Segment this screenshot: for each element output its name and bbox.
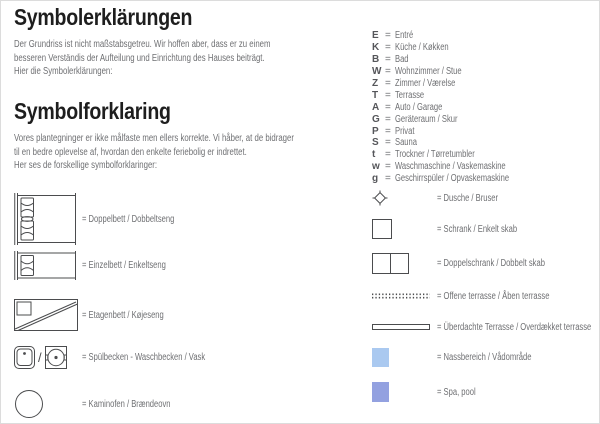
- abbreviation-row: [372, 54, 545, 66]
- legend-label: = Einzelbett / Enkeltseng: [82, 260, 166, 271]
- abbr-label: Küche / Køkken: [395, 42, 449, 54]
- intro-german-line-2: besseren Verständis der Aufteilung und Einrichtung des Hauses beiträgt.: [14, 52, 265, 64]
- abbr-key: K: [372, 42, 380, 54]
- intro-danish-line-1: Vores plantegninger er ikke målfaste men ellers korrekte. Vi håber, at de bidrager: [14, 133, 294, 144]
- legend-label: = Nassbereich / Vådområde: [437, 352, 532, 363]
- spa-pool-icon: [372, 382, 437, 402]
- abbr-key: A: [372, 101, 380, 113]
- abbreviation-row: [372, 137, 545, 149]
- equals-sign: =: [385, 30, 391, 42]
- abbr-label: Geräteraum / Skur: [395, 113, 458, 125]
- legend-label: = Dusche / Bruser: [437, 192, 499, 204]
- abbreviation-list: [372, 30, 545, 185]
- equals-sign: =: [385, 42, 391, 54]
- intro-german-line-1: Der Grundriss ist nicht maßstabsgetreu. Wir hoffen aber, dass er zu einem: [14, 39, 271, 50]
- abbreviation-row: [372, 125, 545, 137]
- legend-row-spa-pool: [372, 382, 488, 402]
- abbr-label: Auto / Garage: [395, 101, 443, 113]
- abbr-label: Zimmer / Værelse: [395, 78, 456, 89]
- abbreviation-row: [372, 89, 545, 101]
- legend-label: = Schrank / Enkelt skab: [437, 223, 518, 235]
- abbreviation-row: [372, 101, 545, 113]
- wood-stove-icon: [14, 389, 82, 419]
- legend-label: = Spülbecken - Waschbecken / Vask: [82, 352, 206, 363]
- double-cabinet-icon: [372, 253, 437, 274]
- shower-icon: [372, 190, 437, 206]
- equals-sign: =: [385, 101, 391, 113]
- legend-row-covered-terrace: [372, 321, 600, 333]
- abbreviation-row: [372, 161, 545, 173]
- covered-terrace-icon: [372, 324, 437, 330]
- abbr-key: T: [372, 89, 379, 101]
- abbr-key: g: [372, 173, 379, 185]
- intro-german: [14, 38, 270, 79]
- abbr-key: G: [372, 113, 380, 125]
- sink-icon: [14, 346, 35, 369]
- open-terrace-icon: [372, 293, 437, 299]
- page-title-german: Symbolerklärungen: [14, 4, 193, 30]
- abbreviation-row: [372, 30, 545, 42]
- legend-label: = Überdachte Terrasse / Overdækket terrasse: [437, 321, 592, 333]
- equals-sign: =: [385, 78, 391, 89]
- abbreviation-row: [372, 113, 545, 125]
- abbr-key: E: [372, 30, 379, 42]
- equals-sign: =: [385, 137, 391, 149]
- legend-row-open-terrace: [372, 290, 585, 302]
- abbr-label: Waschmaschine / Vaskemaskine: [395, 161, 506, 173]
- abbreviation-row: [372, 42, 545, 54]
- legend-row-double-bed: [14, 195, 203, 243]
- abbr-key: Z: [372, 78, 379, 89]
- washbasin-icon: [45, 346, 67, 369]
- abbreviation-row: [372, 78, 545, 90]
- legend-row-bunk-bed: [14, 299, 190, 331]
- sink-icons: [14, 346, 82, 369]
- abbr-key: w: [372, 161, 380, 173]
- equals-sign: =: [385, 125, 391, 137]
- equals-sign: =: [385, 149, 391, 161]
- abbr-label: Privat: [395, 125, 415, 137]
- intro-danish-line-3: Her ses de forskellige symbolforklaringer:: [14, 160, 158, 172]
- legend-label: = Doppelbett / Dobbeltseng: [82, 213, 175, 225]
- abbr-key: t: [372, 149, 376, 161]
- equals-sign: =: [385, 113, 391, 125]
- legend-label: = Doppelschrank / Dobbelt skab: [437, 258, 545, 269]
- legend-row-stove: [14, 390, 198, 418]
- equals-sign: =: [385, 89, 391, 101]
- legend-row-single-bed: [14, 252, 192, 279]
- intro-german-line-3: Hier die Symbolerklärungen:: [14, 66, 113, 78]
- abbr-label: Geschirrspüler / Opvaskemaskine: [395, 173, 510, 185]
- abbr-label: Terrasse: [395, 89, 425, 101]
- legend-row-wet-area: [372, 348, 561, 367]
- abbr-label: Trockner / Tørretumbler: [395, 149, 475, 161]
- abbreviation-row: [372, 173, 545, 185]
- abbr-label: Bad: [395, 54, 409, 66]
- double-bed-icon: [14, 193, 82, 245]
- abbr-key: S: [372, 137, 379, 149]
- page-title-danish: Symbolforklaring: [14, 98, 171, 124]
- legend-label: = Kaminofen / Brændeovn: [82, 398, 171, 410]
- intro-danish-line-2: til en bedre oplevelse af, hvordan den enkelte feriebolig er indrettet.: [14, 146, 247, 158]
- bunk-bed-icon: [14, 299, 82, 331]
- legend-row-shower: [372, 190, 517, 206]
- equals-sign: =: [385, 173, 391, 185]
- abbreviation-row: [372, 66, 545, 78]
- wet-area-icon: [372, 348, 437, 367]
- intro-danish: [14, 132, 294, 173]
- abbr-label: Sauna: [395, 137, 417, 149]
- abbreviation-row: [372, 149, 545, 161]
- equals-sign: =: [385, 161, 391, 173]
- single-bed-icon: [14, 251, 82, 280]
- legend-row-sink: [14, 346, 244, 369]
- legend-label: = Spa, pool: [437, 386, 476, 398]
- equals-sign: =: [385, 54, 391, 66]
- single-cabinet-icon: [372, 219, 437, 239]
- abbr-label: Wohnzimmer / Stue: [395, 66, 462, 78]
- abbr-key: B: [372, 54, 380, 66]
- abbr-label: Entré: [395, 30, 414, 42]
- abbr-key: W: [372, 66, 382, 78]
- legend-row-cabinet: [372, 219, 542, 239]
- separator-slash: /: [38, 350, 42, 365]
- equals-sign: =: [385, 66, 391, 78]
- legend-row-double-cabinet: [372, 253, 579, 274]
- abbr-key: P: [372, 125, 379, 137]
- legend-label: = Offene terrasse / Åben terrasse: [437, 290, 550, 302]
- legend-label: = Etagenbett / Køjeseng: [82, 309, 164, 321]
